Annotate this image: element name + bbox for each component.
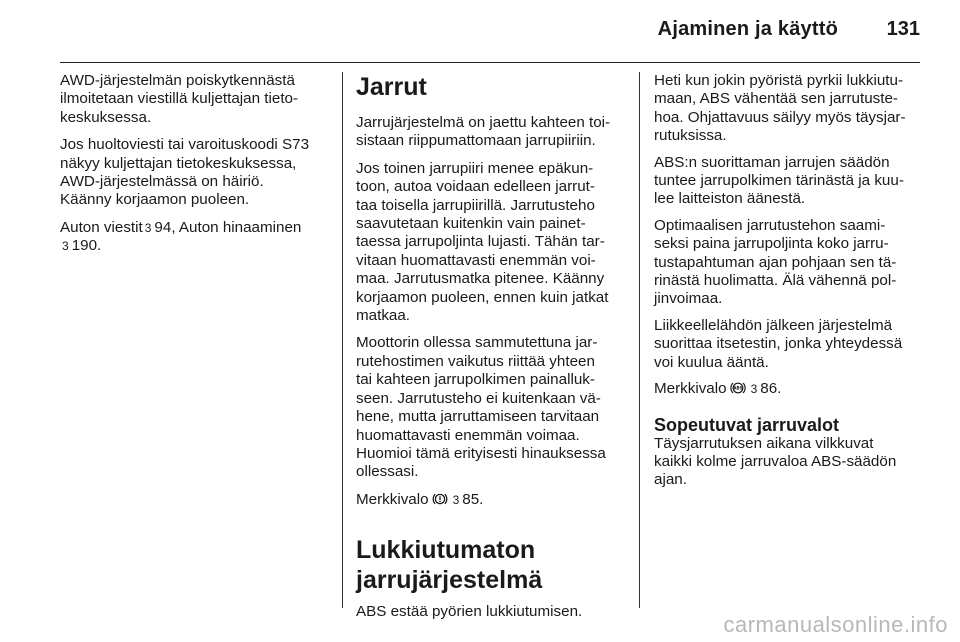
arrow-right-icon: 3 — [452, 492, 460, 507]
page-reference[interactable]: 85. — [462, 490, 484, 508]
paragraph-references — [654, 380, 924, 398]
column-middle — [356, 72, 622, 621]
paragraph: Liikkeellelähdön jälkeen järjestelmä suorittaa itsetestin, jonka yhteydessä voi kuulua ääntä. — [654, 316, 903, 371]
reference-label: Auton viestit — [60, 218, 143, 236]
reference-label: Merkkivalo — [654, 380, 727, 398]
section-heading: Sopeutuvat jarruvalot — [654, 414, 840, 435]
paragraph: ABS estää pyörien lukkiutumisen. — [356, 603, 583, 621]
paragraph: Moottorin ollessa sammutettuna jar- rutehostimen vaikutus riittää yhteen tai kahteen jarrupolkimen painalluk- seen. Jarrutusteho ei kuitenkaan vä- hene, mutta jarruttamiseen tarvitaan huomattavasti enemmän voimaa. Huomioi tämä erityisesti hinauksessa ollessasi. — [356, 334, 606, 481]
column-divider — [342, 72, 343, 608]
header-title: Ajaminen ja käyttö — [657, 18, 838, 40]
column-left — [60, 72, 334, 608]
watermark: carmanualsonline.info — [723, 612, 948, 637]
section-heading: Jarrut — [356, 73, 427, 101]
page-number: 131 — [886, 18, 920, 40]
paragraph: Jos huoltoviesti tai varoituskoodi S73 näkyy kuljettajan tietokeskuksessa, AWD-järjestelmässä on häiriö. Käänny korjaamon puoleen. — [60, 136, 310, 209]
column-divider — [639, 72, 640, 608]
column-right — [654, 72, 924, 608]
paragraph: Täysjarrutuksen aikana vilkkuvat kaikki kolme jarruvaloa ABS-säädön ajan. — [654, 434, 897, 489]
section-heading: Lukkiutumaton jarrujärjestelmä — [356, 536, 543, 595]
paragraph: Jarrujärjestelmä on jaettu kahteen toi- sistaan riippumattomaan jarrupiiriin. — [356, 114, 611, 150]
abs-warning-icon — [730, 380, 746, 396]
page-reference[interactable]: 190. — [71, 237, 102, 255]
arrow-right-icon: 3 — [62, 239, 69, 254]
paragraph: AWD-järjestelmän poiskytkennästä ilmoitetaan viestillä kuljettajan tieto- keskuksessa. — [60, 72, 299, 126]
paragraph: Jos toinen jarrupiiri menee epäkun- toon, autoa voidaan edelleen jarrut- taa toisella jarrupiirillä. Jarrutusteho saavutetaan kuitenkin vain painet- taessa jarrupoljinta lujasti. Tähän tar- vitaan huomattavasti enemmän voi- maa. Jarrutusmatka pitenee. Käänny korjaamon puoleen, ennen kuin jatkat matkaa. — [356, 159, 609, 325]
arrow-right-icon: 3 — [750, 382, 758, 397]
page-header — [60, 0, 920, 63]
arrow-right-icon: 3 — [144, 220, 152, 235]
paragraph-references — [356, 491, 622, 509]
paragraph: Optimaalisen jarrutustehon saami- seksi paina jarrupoljinta koko jarru- tustapahtuman ajan pohjaan sen tä- rinästä huolimatta. Älä vähennä pol- jinvoimaa. — [654, 216, 897, 308]
brake-warning-icon — [432, 491, 448, 507]
svg-text:ABS: ABS — [732, 385, 743, 391]
reference-label: Merkkivalo — [356, 490, 429, 508]
paragraph: ABS:n suorittaman jarrujen säädön tuntee jarrupolkimen tärinästä ja kuu- lee laitteiston äänestä. — [654, 153, 904, 208]
paragraph-references — [60, 219, 334, 256]
paragraph: Heti kun jokin pyöristä pyrkii lukkiutu- maan, ABS vähentää sen jarrutuste- hoa. Ohjattavuus säilyy myös täysjar- rutuksissa. — [654, 72, 906, 145]
page-reference[interactable]: 94, Auton hinaaminen — [154, 218, 302, 236]
page-reference[interactable]: 86. — [760, 380, 782, 398]
